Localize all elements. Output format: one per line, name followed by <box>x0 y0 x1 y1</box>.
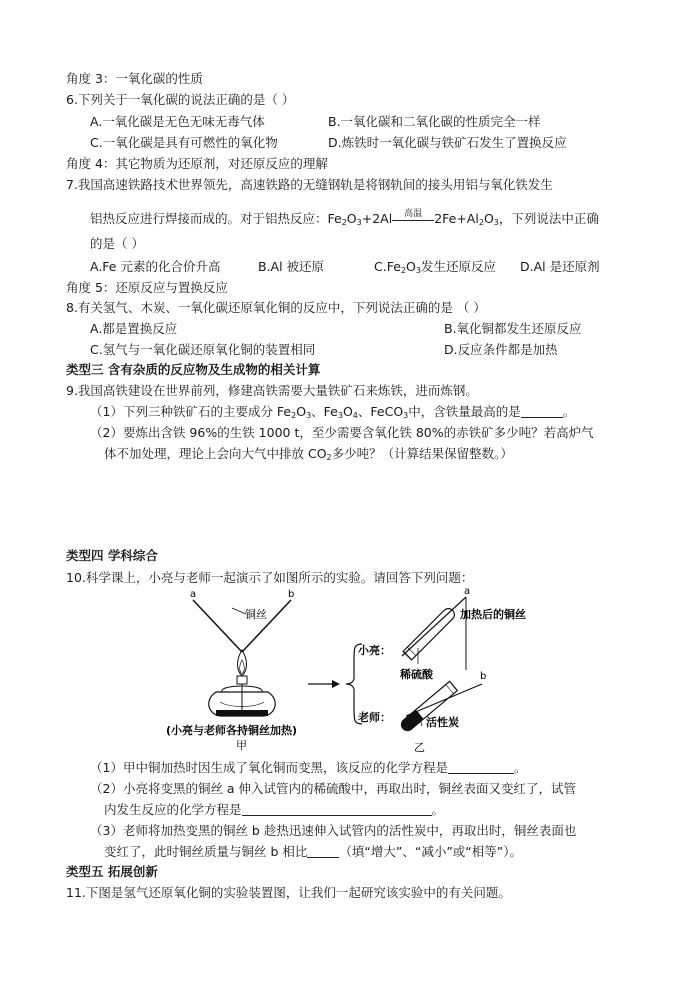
q7-option-d: D.Al 是还原剂 <box>520 259 600 274</box>
q6-option-d: D.炼铁时一氧化碳与铁矿石发生了置换反应 <box>328 135 567 150</box>
q9-stem: 9.我国高铁建设在世界前列，修建高铁需要大量铁矿石来炼铁，进而炼钢。 <box>66 383 478 398</box>
type5-heading: 类型五 拓展创新 <box>66 864 158 879</box>
carbon-label: 活性炭 <box>426 716 459 729</box>
xiaoliang-label: 小亮： <box>358 644 391 657</box>
answer-blank[interactable] <box>521 405 563 418</box>
q6-option-a: A.一氧化碳是无色无味无毒气体 <box>90 114 265 129</box>
experiment-figure <box>160 588 540 758</box>
angle5-heading: 角度 5：还原反应与置换反应 <box>66 280 228 295</box>
q6-option-b: B.一氧化碳和二氧化碳的性质完全一样 <box>328 114 541 129</box>
q10-part2-line2: 内发生反应的化学方程是 。 <box>104 802 445 817</box>
angle3-heading: 角度 3：一氧化碳的性质 <box>66 71 203 86</box>
answer-blank[interactable] <box>242 803 432 816</box>
q9-part2-line1: （2）要炼出含铁 96%的生铁 1000 t，至少需要含氧化铁 80%的赤铁矿多少吨？若高炉气 <box>90 425 594 440</box>
figure-jia-label: 甲 <box>236 739 247 752</box>
q9-part1: （1）下列三种铁矿石的主要成分 $Fe_2O_3$、$Fe_3O_4$、FeCO$_3$中，含铁量最高的是 。 <box>90 404 576 420</box>
wire-a-label-2: a <box>464 588 471 597</box>
arrow-icon <box>332 680 340 688</box>
q7-option-b: B.Al 被还原 <box>258 259 325 274</box>
alcohol-lamp-icon <box>209 676 275 716</box>
q8-option-b: B.氧化铜都发生还原反应 <box>444 321 582 336</box>
q9-part2-line2: 体不加处理，理论上会向大气中排放 $CO_2$多少吨？（计算结果保留整数。） <box>104 446 513 462</box>
q6-option-c: C.一氧化碳是具有可燃性的氧化物 <box>90 135 278 150</box>
type4-heading: 类型四 学科综合 <box>66 548 158 563</box>
q8-stem: 8.有关氢气、木炭、一氧化碳还原氧化铜的反应中，下列说法正确的是 （ ） <box>66 300 486 315</box>
test-tube-acid <box>403 606 457 660</box>
q7-stem-line1: 7.我国高速铁路技术世界领先，高速铁路的无缝钢轨是将钢轨间的接头用铝与氧化铁发生 <box>66 177 553 192</box>
q11-stem: 11.下图是氢气还原氧化铜的实验装置图，让我们一起研究该实验中的有关问题。 <box>66 885 511 900</box>
figure-yi-label: 乙 <box>414 741 425 754</box>
teacher-label: 老师： <box>358 711 391 724</box>
answer-blank[interactable] <box>448 761 514 774</box>
q8-option-d: D.反应条件都是加热 <box>444 342 558 357</box>
figure-caption: (小亮与老师各持铜丝加热) <box>166 724 298 737</box>
q7-stem-line3: 的是（ ） <box>90 236 144 251</box>
q6-stem: 6.下列关于一氧化碳的说法正确的是（ ） <box>66 92 295 107</box>
q7-stem-line2: 铝热反应进行焊接而成的。对于铝热反应：$Fe_2O_3+2Al$ 高温 $2Fe+Al_2O_3$，下列说法中正确 <box>90 209 599 227</box>
q8-option-c: C.氢气与一氧化碳还原氧化铜的装置相同 <box>90 342 316 357</box>
answer-blank[interactable] <box>307 845 339 858</box>
q10-part1: （1）甲中铜加热时因生成了氧化铜而变黑，该反应的化学方程是 。 <box>90 760 527 775</box>
angle4-heading: 角度 4：其它物质为还原剂，对还原反应的理解 <box>66 156 328 171</box>
wire-b-label-2: b <box>480 671 487 682</box>
q10-part2-line1: （2）小亮将变黑的铜丝 a 伸入试管内的稀硫酸中，再取出时，铜丝表面又变红了，试管 <box>90 781 577 796</box>
heated-wire-label: 加热后的铜丝 <box>460 608 526 621</box>
acid-label: 稀硫酸 <box>400 668 433 681</box>
q8-option-a: A.都是置换反应 <box>90 321 178 336</box>
flame-icon <box>238 650 247 676</box>
copper-wire-a <box>193 600 242 652</box>
copper-wire-label: 铜丝 <box>245 608 267 621</box>
q7-option-a: A.Fe 元素的化合价升高 <box>90 259 221 274</box>
reaction-condition: 高温 <box>392 218 434 221</box>
q7-option-c: $C.Fe_2O_3$发生还原反应 <box>374 259 496 275</box>
heated-wire-a <box>402 597 466 656</box>
type3-heading: 类型三 含有杂质的反应物及生成物的相关计算 <box>66 362 321 377</box>
q10-part3-line2: 变红了，此时铜丝质量与铜丝 b 相比 （填“增大”、“减小”或“相等”）。 <box>104 844 522 859</box>
q10-part3-line1: （3）老师将加热变黑的铜丝 b 趁热迅速伸入试管内的活性炭中，再取出时，铜丝表面也 <box>90 823 577 838</box>
wire-a-label: a <box>190 589 197 600</box>
wire-b-label: b <box>288 589 295 600</box>
q10-stem: 10.科学课上，小亮与老师一起演示了如图所示的实验。请回答下列问题： <box>66 570 474 585</box>
